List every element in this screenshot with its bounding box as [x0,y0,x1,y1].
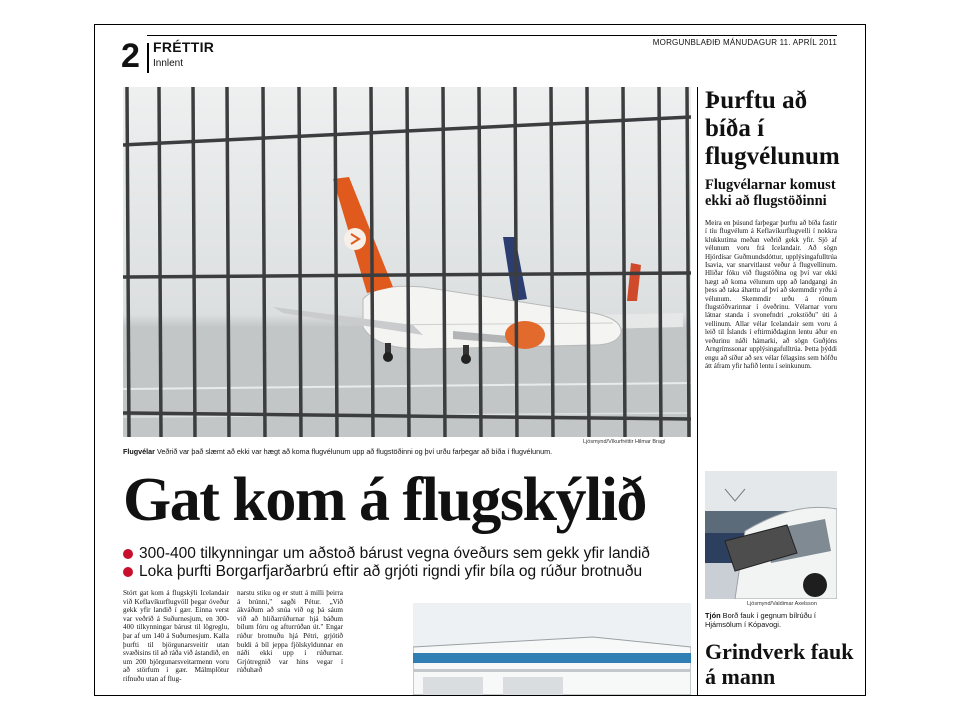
sidebar-photo-credit: Ljósmynd/Valdimar Axelsson [747,601,817,607]
headline-bullets [123,545,650,581]
sidebar-headline: Þurftu að bíða í flugvélunum [705,87,840,170]
main-headline: Gat kom á flugskýlið [123,466,646,534]
bullet-text: 300-400 tilkynningar um aðstoð bárust vegna óveðurs sem gekk yfir landið [139,545,650,562]
bullet-item [123,563,650,581]
newspaper-page [94,24,866,696]
sidebar-caption-text: Borð fauk í gegnum bílrúðu í Hjámsölum í Kópavogi. [705,611,816,629]
main-photo-airplane-behind-fence [123,87,691,437]
subsection-title: Innlent [153,58,184,69]
section-title: FRÉTTIR [153,39,215,55]
column-divider [697,87,698,695]
masthead [95,25,865,81]
page-number: 2 [121,37,140,75]
hangar-photo [413,603,691,695]
sidebar-story [705,87,840,370]
bullet-dot-icon [123,549,133,559]
airplane-photo-illustration [123,87,691,437]
sidebar-body: Meira en þúsund farþegar þurftu að bíða fastir í tíu flugvélum á Keflavíkurflugvelli í nokkra klukkutíma meðan veðrið gekk yfir. Sjö af vélunum voru frá Icelandair. Að sögn Hjördísar Guðmundsdóttur, upplýsingafulltrúa Isavia, var snarvitlaust veður á flugvellinum. Hliðar fóku við flugstöðina og því var ekki hægt að koma vélunum upp að landgangi án þess að taka áhættu af því að skemmdir yrðu á vélunum. Skemmdir urðu á rönum flugstöðvarinnar í óveðrinu. Vélarnar voru látnar standa í svonefndri „rokstöðu" úti á vellinum. Allar vélar Icelandair sem voru á leið til Íslands í eftirmiðdaginn lentu áður en veðurinu náði hámarki, að sögn Guðjóns Arngrímssonar upplýsingafulltrúa. Þetta þýddi engu að síður að sex vélar félagsins sem höfðu átt áfram yfir hafið lentu í seinkunum. [705,219,837,370]
dateline: MORGUNBLAÐIÐ MÁNUDAGUR 11. APRÍL 2011 [652,38,837,47]
bullet-item [123,545,650,563]
sidebar-photo-damaged-car [705,471,837,599]
masthead-rule [147,35,837,36]
sidebar-caption-label: Tjón [705,611,721,620]
caption-text: Veðrið var það slæmt að ekki var hægt að koma flugvélunum upp að flugstöðinni og því urðu farþegar að bíða í flugvélunum. [156,447,553,456]
bullet-dot-icon [123,567,133,577]
hangar-illustration [413,603,691,695]
sidebar-photo-caption [705,611,837,629]
main-story-body [123,589,343,695]
body-column-1: Stórt gat kom á flugskýli Icelandair við Keflavíkurflugvöll þegar óveður gekk yfir landið í gær. Einna verst var veðrið á Suðurnesjum, en 300-400 tilkynningar bárust til lögreglu, þar af um 140 á Suðurnesjum. Kalla þurfti til björgunarsveitir utan svæðisins til að ráða við ástandið, en um 200 björgunarsveitarmenn voru að störfum í gær. Málmplötur rifnuðu utan af flug- [123,589,229,683]
bullet-text: Loka þurfti Borgarfjarðarbrú eftir að grjóti rigndi yfir bíla og rúður brotnuðu [139,563,643,580]
sidebar-subhead: Flugvélarnar komust ekki að flugstöðinni [705,177,836,209]
car-photo-illustration [705,471,837,599]
caption-label: Flugvélar [123,447,155,456]
sidebar-headline-2: Grindverk fauk á mann [705,639,854,689]
main-photo-credit: Ljósmynd/Víkurfréttir Hilmar Bragi [583,439,666,445]
main-photo-caption [123,447,691,456]
body-column-2: narstu stiku og er stutt á milli þeirra á brúnni," sagði Pétur. „Við ákváðum að snúa við og þá sáum við að hliðarrúðurnar hjá báðum bílum fóru og afturrúðan út." Engar rúður brotnuðu hjá Pétri, grjótið buldi á bíl jeppa fjölskyldunnar en náði ekki upp í rúðurnar. Grjótregnið var hins vegar í rúðuhæð [237,589,343,675]
section-divider [147,43,149,73]
